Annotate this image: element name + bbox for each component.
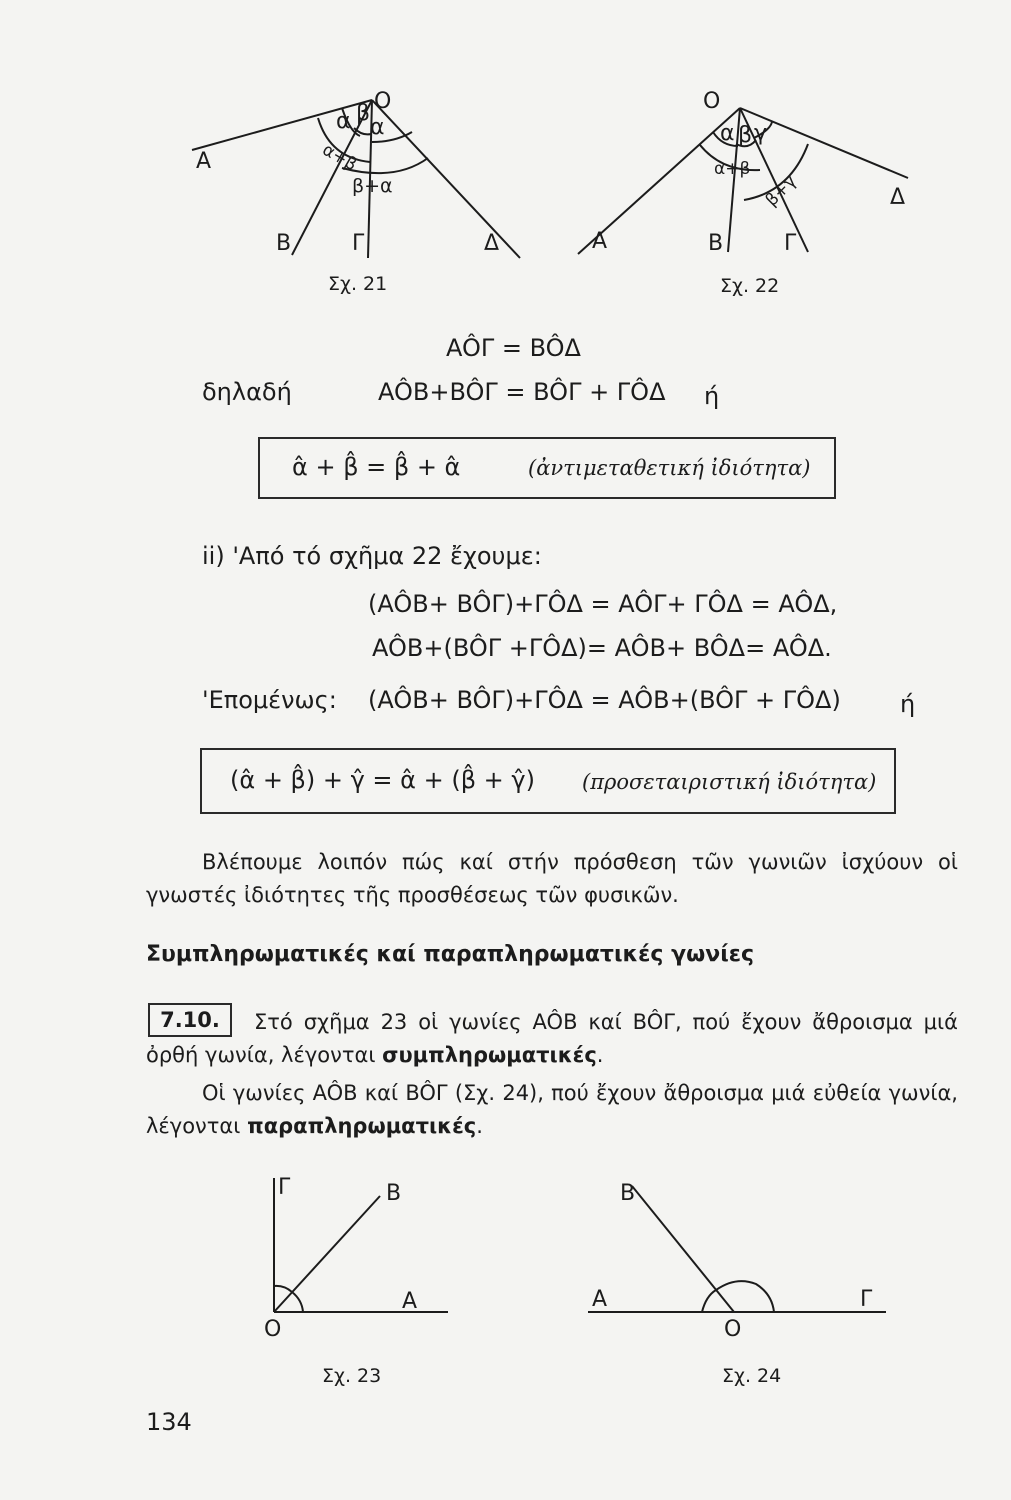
definition-2-end: . — [476, 1114, 483, 1138]
label-beta-22: β — [738, 123, 753, 148]
caption-24: Σχ. 24 — [722, 1365, 782, 1387]
equation-1: AÔΓ = BÔΔ — [446, 334, 581, 362]
caption-23: Σχ. 23 — [322, 1365, 382, 1387]
associative-label: (προσεταιριστική ἰδιότητα) — [582, 770, 877, 794]
label-beta-21: β — [356, 101, 371, 126]
label-G-24: Γ — [860, 1287, 873, 1312]
paragraph-properties: Βλέπουμε λοιπόν πώς καί στήν πρόσθεση τῶν γωνιῶν ἰσχύουν οἱ γνωστές ἰδιότητες τῆς προσθέσεως τῶν φυσικῶν. — [146, 850, 958, 907]
line-ii: ii) 'Από τό σχῆμα 22 ἔχουμε: — [202, 542, 542, 570]
definition-1-end: . — [596, 1043, 604, 1067]
figure-23-labels — [264, 1175, 417, 1387]
label-B-22: B — [708, 231, 724, 256]
figure-24-labels — [592, 1181, 873, 1387]
label-A-24: A — [592, 1287, 608, 1312]
term-complementary: συμπληρωματικές — [382, 1043, 597, 1067]
label-O-21: O — [374, 89, 392, 114]
label-G-22: Γ — [784, 231, 797, 256]
ray-OB-23 — [274, 1196, 380, 1312]
label-D-22: Δ — [890, 185, 906, 210]
equation-5: (AÔB+ BÔΓ)+ΓÔΔ = AÔB+(BÔΓ + ΓÔΔ) — [368, 686, 841, 714]
label-G-21: Γ — [352, 231, 365, 256]
caption-22: Σχ. 22 — [720, 275, 780, 297]
arc-BOA-23 — [292, 1292, 303, 1312]
label-B-21: B — [276, 231, 292, 256]
ray-OB-24 — [632, 1186, 734, 1312]
label-A-23: A — [402, 1289, 418, 1314]
associative-formula: (α̂ + β̂) + γ̂ = α̂ + (β̂ + γ̂) — [230, 766, 535, 794]
label-A-21: A — [196, 149, 212, 174]
page-number: 134 — [146, 1408, 192, 1436]
arc-GOB-23 — [274, 1286, 292, 1292]
equation-3: (AÔB+ BÔΓ)+ΓÔΔ = AÔΓ+ ΓÔΔ = AÔΔ, — [368, 590, 838, 618]
label-alpha-22: α — [720, 121, 735, 146]
arc-BOG-24 — [716, 1281, 774, 1312]
definition-number: 7.10. — [148, 1003, 232, 1037]
label-B-24: B — [620, 1181, 636, 1206]
caption-21: Σχ. 21 — [328, 273, 388, 295]
term-supplementary: παραπληρωματικές — [247, 1114, 477, 1138]
commutative-label: (ἀντιμεταθετική ἰδιότητα) — [528, 456, 811, 480]
label-A-22: A — [592, 229, 608, 254]
label-bpa-21: β+α — [352, 175, 393, 197]
label-gamma-22: γ — [754, 121, 768, 146]
label-O-24: O — [724, 1317, 742, 1342]
section-title: Συμπληρωματικές καί παραπληρωματικές γωνίες — [146, 942, 755, 967]
equation-2-label: δηλαδή — [202, 378, 292, 406]
definition-1-text: Στό σχῆμα 23 οἱ γωνίες AÔB καί BÔΓ, πού ἔχουν ἄθροισμα μιά ὀρθή γωνία, λέγονται — [146, 1010, 958, 1067]
label-O-23: O — [264, 1317, 282, 1342]
label-apb-21: α+β — [318, 139, 361, 176]
arc-AOB-24 — [702, 1290, 716, 1312]
figure-23 — [274, 1178, 448, 1312]
equation-5-label: 'Επομένως: — [202, 686, 337, 714]
label-B-23: B — [386, 1181, 402, 1206]
label-G-23: Γ — [278, 1175, 291, 1200]
label-alpha2-21: α — [370, 115, 385, 140]
equation-2: AÔB+BÔΓ = BÔΓ + ΓÔΔ — [378, 378, 666, 406]
label-alpha1-21: α — [336, 109, 351, 134]
label-O-22: O — [703, 89, 721, 114]
commutative-formula: α̂ + β̂ = β̂ + α̂ — [292, 453, 461, 481]
equation-5-end: ή — [900, 690, 916, 718]
definition-2-text: Οἱ γωνίες AÔB καί BÔΓ (Σχ. 24), πού ἔχουν ἄθροισμα μιά εὐθεία γωνία, λέγονται — [146, 1081, 958, 1138]
label-apb-22: α+β — [714, 159, 751, 179]
label-D-21: Δ — [484, 231, 500, 256]
equation-4: AÔB+(BÔΓ +ΓÔΔ)= AÔB+ BÔΔ= AÔΔ. — [372, 634, 832, 662]
label-bpg-22: β+γ — [761, 171, 801, 211]
equation-2-end: ή — [704, 382, 720, 410]
